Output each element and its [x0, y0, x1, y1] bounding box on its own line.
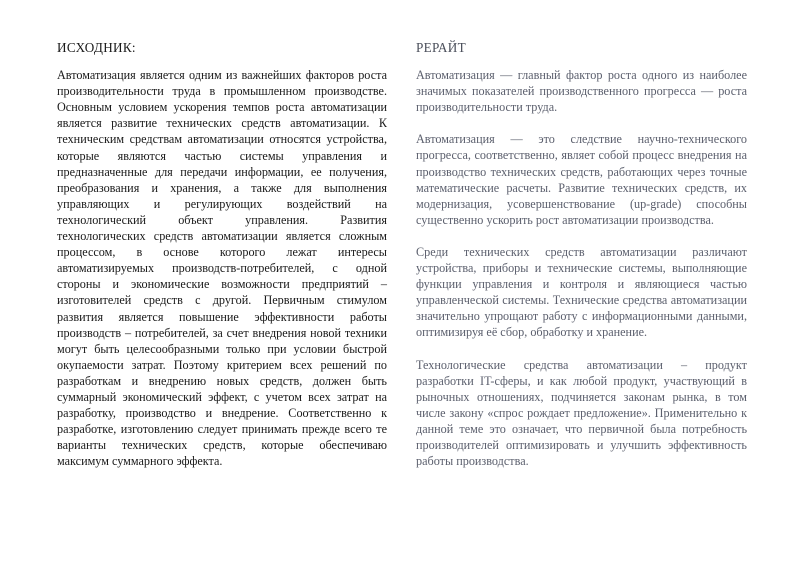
rewrite-paragraph-2: Автоматизация — это следствие научно-технического прогресса, соответственно, являет собой процесс внедрения на производство технических средств, работающих через точные математические расчеты. Развитие технических средств, их модернизация, усовершенствование (up-grade) способны существенно ускорить рост автоматизации производства. — [416, 132, 747, 227]
rewrite-paragraph-3: Среди технических средств автоматизации различают устройства, приборы и технические системы, выполняющие функции управления и контроля и являющиеся частью управленческой системы. Технические средства автоматизации значительно упрощают работу с информационными данными, оптимизируя её сбор, обработку и хранение. — [416, 244, 747, 340]
original-paragraph: Автоматизация является одним из важнейших факторов роста производительности труда в промышленном производстве. Основным условием ускорения темпов роста автоматизации является развитие технических средств автоматизации. К техническим средствам автоматизации относятся устройства, которые являются частью системы управления и предназначенные для передачи информации, ее получения, преобразования и хранения, а также для выполнения управляющих и регулирующих воздействий на технологический объект управления. Развития технологических средств автоматизации является сложным процессом, в основе которого лежат интересы автоматизируемых производств-потребителей, с одной стороны и экономические возможности предприятий – изготовителей средств с другой. Первичным стимулом развития является повышение эффективности работы производств – потребителей, за счет внедрения новой техники могут быть целесообразными только при условии быстрой окупаемости затрат. Поэтому критерием всех решений по разработкам и внедрению новых средств, должен быть суммарный экономический эффект, с учетом всех затрат на разработку, производство и внедрение. Соответственно к разработке, изготовлению следует принимать прежде всего те варианты технических средств, которые обеспечиваю максимум суммарного эффекта. — [57, 68, 387, 469]
rewrite-paragraph-1: Автоматизация — главный фактор роста одного из наиболее значимых показателей производственного прогресса — роста производительности труда. — [416, 68, 747, 115]
original-text-column — [57, 40, 387, 469]
original-heading: ИСХОДНИК: — [57, 40, 136, 55]
rewrite-text-column — [416, 40, 747, 485]
rewrite-paragraph-4: Технологические средства автоматизации – продукт разработки IT-сферы, и как любой продукт, участвующий в рыночных отношениях, подчиняется законам рынка, в том числе закону «спрос рождает предложение». Применительно к данной теме это означает, что первичной была потребность производителей оптимизировать и улучшить эффективность работы производства. — [416, 357, 747, 469]
rewrite-heading: РЕРАЙТ — [416, 40, 466, 55]
